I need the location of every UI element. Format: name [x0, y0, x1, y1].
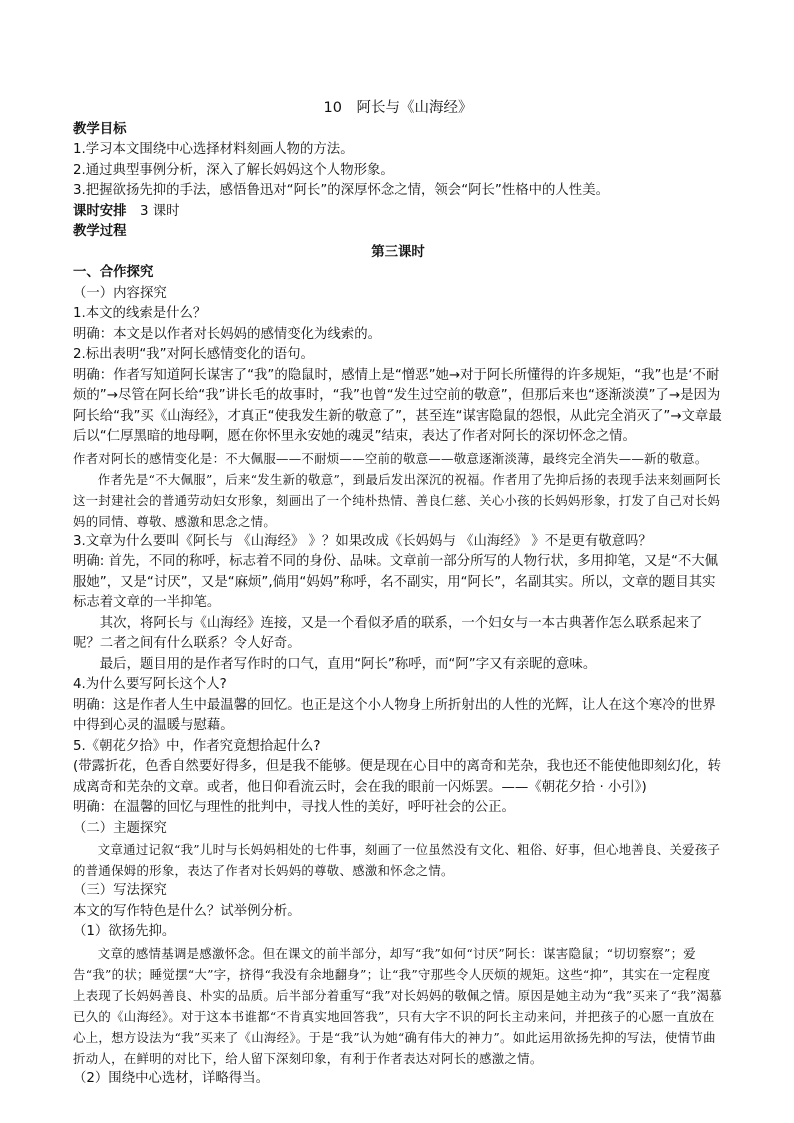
question: 2.标出表明“我”对阿长感情变化的语句。	[73, 347, 314, 362]
subsection-heading: （一）内容探究	[73, 285, 167, 301]
answer: 明确：这是作者人生中最温馨的回忆。也正是这个小人物身上所折射出的人性的光辉，让人在这个寒冷的世界中得到心灵的温暖与慰藉。	[73, 697, 716, 733]
session-heading: 第三课时	[371, 244, 425, 260]
kai-note: 作者先是“不大佩服”，后来“发生新的敬意”，到最后发出深沉的祝福。作者用了先抑后扬的表现手法来刻画阿长这一封建社会的普通劳动妇女形象，刻画出了一个纯朴热情、善良仁慈、关心小孩的长妈妈形象，打发了自己对长妈妈的同情、尊敬、感激和思念之情。	[73, 471, 721, 529]
lesson-title: 10 阿长与《山海经》	[323, 100, 473, 116]
schedule-value: 3 课时	[139, 203, 180, 219]
answer: 明确：在温馨的回忆与理性的批判中，寻找人性的美好，呼吁社会的公正。	[73, 800, 515, 815]
schedule-line	[73, 202, 723, 223]
subsection-heading: （三）写法探究	[73, 883, 167, 898]
quote: (带露折花，色香自然要好得多，但是我不能够。便是现在心目中的离奇和芜杂，我也还不能使他即刻幻化，转成离奇和芜杂的文章。或者，他日仰看流云时，会在我的眼前一闪烁罢。——《朝花夕拾 · 小引》)	[73, 759, 721, 795]
goal-item: 1.学习本文围绕中心选择材料刻画人物的方法。	[73, 142, 354, 157]
answer: 明确: 首先，不同的称呼，标志着不同的身份、品味。文章前一部分所写的人物行状，多用抑笔，又是“不大佩服她”，又是“讨厌”，又是“麻烦”,倘用“妈妈”称呼，名不副实，用“阿长”，名副其实。所以，文章的题目其实标志着文章的一半抑笔。	[73, 554, 719, 610]
goals-heading: 教学目标	[73, 121, 127, 137]
answer: 明确：作者写知道阿长谋害了“我”的隐鼠时，感情上是“憎恶”她→对于阿长所懂得的许多规矩，“我”也是‘不耐烦的”→尽管在阿长给“我”讲长毛的故事时，“我”也曾“发生过空前的敬意”，但那后来也“逐渐淡漠”了→是因为阿长给“我”买《山海经》，才真正“使我发生新的敬意了”，甚至连“谋害隐鼠的怨恨，从此完全消灭了”→文章最后以“仁厚黑暗的地母啊，愿在你怀里永安她的魂灵”结束，表达了作者对阿长的深切怀念之情。	[73, 367, 722, 444]
kai-note: 文章的感情基调是感激怀念。但在课文的前半部分，却写“我”如何“讨厌”阿长：谋害隐鼠；“切切察察”；爱告“我”的状；睡觉摆“大”字，挤得“我没有余地翻身”；让“我”守那些令人厌烦的规矩。这些“抑”，其实在一定程度上表现了长妈妈善良、朴实的品质。后半部分着重写“我”对长妈妈的敬佩之情。原因是她主动为“我”买来了“我”渴慕已久的《山海经》。对于这本书谁都“不肯真实地回答我”，只有大字不识的阿长主动来问，并把孩子的心愿一直放在心上，想方设法为“我”买来了《山海经》。于是“我”认为她“确有伟大的神力”。如此运用欲扬先抑的写法，使情节曲折动人，在鲜明的对比下，给人留下深刻印象，有利于作者表达对阿长的感激之情。	[73, 945, 722, 1066]
schedule-label: 课时安排	[73, 203, 127, 219]
process-heading: 教学过程	[73, 224, 127, 239]
goal-item: 3.把握欲扬先抑的手法，感悟鲁迅对“阿长”的深厚怀念之情，领会“阿长”性格中的人性美。	[73, 183, 609, 198]
answer: 明确：本文是以作者对长妈妈的感情变化为线索的。	[73, 326, 381, 342]
question: 本文的写作特色是什么？试举例分析。	[73, 903, 301, 919]
document-page	[73, 98, 723, 1089]
point-heading: （2）围绕中心选材，详略得当。	[73, 1070, 269, 1086]
question: 1.本文的线索是什么？	[73, 306, 207, 321]
subsection-heading: （二）主题探究	[73, 820, 167, 836]
answer: 其次，将阿长与《山海经》连接，又是一个看似矛盾的联系，一个妇女与一本古典著作怎么联系起来了呢？二者之间有什么联系？令人好奇。	[73, 615, 703, 651]
question: 3.文章为什么要叫《阿长与 《山海经》 》？如果改成《长妈妈与 《山海经》 》不是更有敬意吗？	[73, 533, 652, 549]
question: 5.《朝花夕拾》中，作者究竟想拾起什么?	[73, 738, 321, 754]
question: 4.为什么要写阿长这个人?	[73, 677, 227, 692]
answer: 最后，题目用的是作者写作时的口气，直用“阿长”称呼，而“阿”字又有亲昵的意味。	[99, 656, 597, 672]
section-heading: 一、合作探究	[73, 265, 154, 280]
kai-note: 文章通过记叙“我”儿时与长妈妈相处的七件事，刻画了一位虽然没有文化、粗俗、好事，但心地善良、关爱孩子的普通保姆的形象，表达了作者对长妈妈的尊敬、感激和怀念之情。	[73, 842, 721, 878]
goal-item: 2.通过典型事例分析，深入了解长妈妈这个人物形象。	[73, 162, 394, 178]
kai-note: 作者对阿长的感情变化是：不大佩服——不耐烦——空前的敬意——敬意逐渐淡薄，最终完全消失——新的敬意。	[73, 450, 708, 466]
point-heading: （1）欲扬先抑。	[73, 924, 176, 939]
